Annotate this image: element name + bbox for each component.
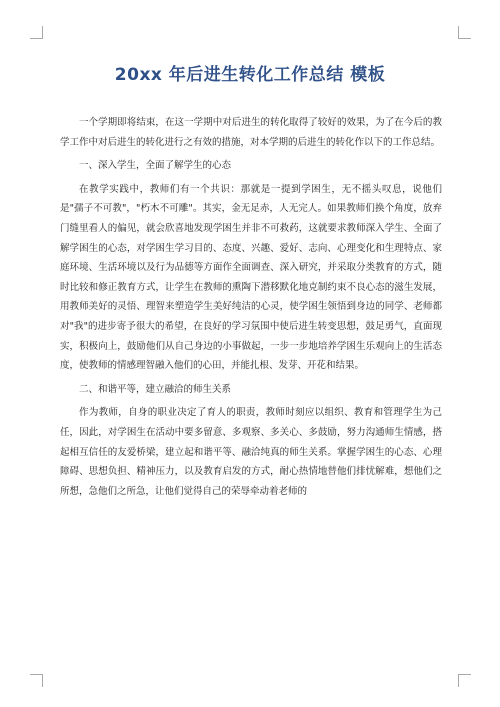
- section-heading-2: 二、和谐平等，建立融洽的师生关系: [79, 383, 232, 395]
- document-title: 20xx 年后进生转化工作总结 模板: [114, 65, 386, 85]
- section-1-paragraph: 在教学实践中，教师们有一个共识：那就是一提到学困生，无不摇头叹息，说他们是"孺子不可教"，"朽木不可雕"。其实，金无足赤，人无完人。如果教师们换个角度，放弃门缝里看人的偏见，就会欣喜地发现学困生并非不可救药，这就要求教师深入学生、全面了解学困生的心态，对学困生学习目的、态度、兴趣、爱好、志向、心理变化和生理特点、家庭环境、生活环境以及行为品德等方面作全面调查、深入研究，并采取分类教育的方式，随时比较和修正教育方式，让学生在教师的熏陶下潜移默化地克制约束不良心态的滋生发展，用教师美好的灵悟、理智来塑造学生美好纯洁的心灵，使学困生领悟到身边的同学、老师都对"我"的进步寄予很大的希望，在良好的学习氛围中使后进生转变思想，鼓足勇气，直面现实，积极向上，鼓励他们从自己身边的小事做起，一步一步地培养学困生乐观向上的生活态度，使教师的情感理智融入他们的心田，并能扎根、发芽、开花和结果。: [60, 183, 442, 372]
- crop-mark-top-left: [30, 26, 43, 39]
- document-body: [60, 113, 442, 501]
- crop-mark-top-right: [458, 26, 471, 39]
- section-heading-1: 一、深入学生，全面了解学生的心态: [79, 160, 232, 172]
- crop-mark-bottom-right: [458, 674, 471, 687]
- section-2-paragraph: 作为教师，自身的职业决定了育人的职责，教师时刻应以组织、教育和管理学生为己任，因此，对学困生在活动中要多留意、多观察、多关心、多鼓励，努力沟通师生情感，搭起相互信任的友爱桥梁，建立起和谐平等、融洽纯真的师生关系。掌握学困生的心态、心理障碍、思想负担、精神压力，以及教育启发的方式，耐心热情地替他们排忧解难，想他们之所想，急他们之所急，让他们觉得自己的荣辱牵动着老师的: [60, 407, 442, 497]
- intro-paragraph: 一个学期即将结束，在这一学期中对后进生的转化取得了较好的效果，为了在今后的教学工作中对后进生的转化进行之有效的措施，对本学期的后进生的转化作以下的工作总结。: [60, 117, 442, 148]
- crop-mark-bottom-left: [30, 674, 43, 687]
